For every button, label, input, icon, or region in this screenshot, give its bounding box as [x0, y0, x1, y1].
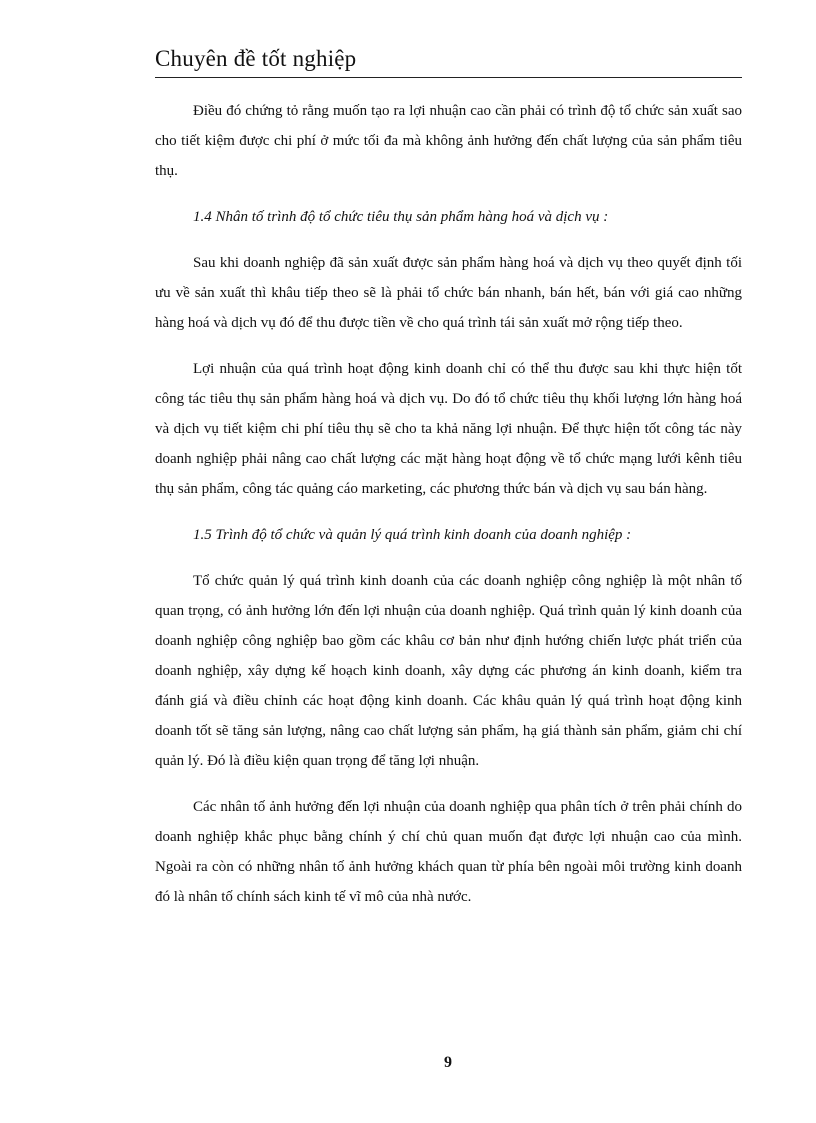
page-header-title: Chuyên đề tốt nghiệp	[155, 46, 357, 71]
section-heading-1-4: 1.4 Nhân tố trình độ tổ chức tiêu thụ sản phẩm hàng hoá và dịch vụ :	[193, 209, 609, 225]
paragraph-3: Lợi nhuận của quá trình hoạt động kinh doanh chỉ có thể thu được sau khi thực hiện tốt công tác tiêu thụ sản phẩm hàng hoá và dịch vụ. Do đó tổ chức tiêu thụ khối lượng lớn hàng hoá và dịch vụ tiết kiệm chi phí tiêu thụ sẽ cho ta khả năng lợi nhuận. Để thực hiện tốt công tác này doanh nghiệp phải nâng cao chất lượng các mặt hàng hoạt động về tổ chức mạng lưới kênh tiêu thụ sản phẩm, công tác quảng cáo marketing, các phương thức bán và dịch vụ sau bán hàng.	[155, 361, 742, 497]
section-heading-1-5: 1.5 Trình độ tổ chức và quản lý quá trình kinh doanh của doanh nghiệp :	[193, 527, 632, 543]
page-number: 9	[444, 1054, 452, 1071]
paragraph-4: Tổ chức quản lý quá trình kinh doanh của các doanh nghiệp công nghiệp là một nhân tố quan trọng, có ảnh hưởng lớn đến lợi nhuận của doanh nghiệp. Quá trình quản lý kinh doanh của doanh nghiệp công nghiệp bao gồm các khâu cơ bản như định hướng chiến lược phát triển của doanh nghiệp, xây dựng kế hoạch kinh doanh, xây dựng các phương án kinh doanh, kiểm tra đánh giá và điều chỉnh các hoạt động kinh doanh. Các khâu quản lý quá trình hoạt động kinh doanh tốt sẽ tăng sản lượng, nâng cao chất lượng sản phẩm, hạ giá thành sản phẩm, giảm chi chí quản lý. Đó là điều kiện quan trọng để tăng lợi nhuận.	[155, 573, 742, 769]
header-divider	[155, 77, 742, 78]
paragraph-5: Các nhân tố ảnh hưởng đến lợi nhuận của doanh nghiệp qua phân tích ở trên phải chính do doanh nghiệp khắc phục bằng chính ý chí chủ quan muốn đạt được lợi nhuận cao của mình. Ngoài ra còn có những nhân tố ảnh hưởng khách quan từ phía bên ngoài môi trường kinh doanh đó là nhân tố chính sách kinh tế vĩ mô của nhà nước.	[155, 799, 742, 905]
document-body	[155, 96, 742, 928]
paragraph-2: Sau khi doanh nghiệp đã sản xuất được sản phẩm hàng hoá và dịch vụ theo quyết định tối ưu về sản xuất thì khâu tiếp theo sẽ là phải tổ chức bán nhanh, bán hết, bán với giá cao những hàng hoá và dịch vụ đó để thu được tiền về cho quá trình tái sản xuất mở rộng tiếp theo.	[155, 255, 742, 331]
paragraph-1: Điều đó chứng tỏ rằng muốn tạo ra lợi nhuận cao cần phải có trình độ tổ chức sản xuất sao cho tiết kiệm được chi phí ở mức tối đa mà không ảnh hưởng đến chất lượng của sản phẩm tiêu thụ.	[155, 103, 742, 179]
